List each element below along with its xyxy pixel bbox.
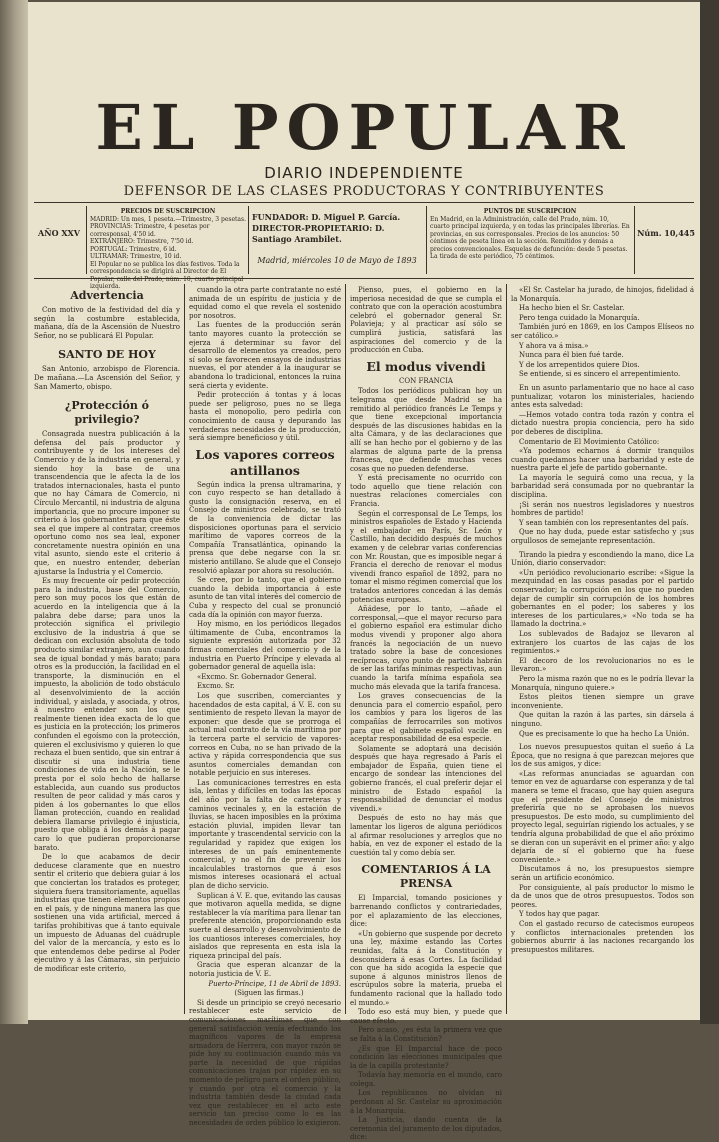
article-paragraph: En un asunto parlamentario que no hace al caso puntualizar, votaron los ministeriales, haciendo antes esta salvedad: [511, 383, 694, 410]
book-spine [0, 0, 28, 1024]
article-paragraph: Nunca para él bien fué tarde. [519, 351, 624, 360]
article-paragraph: Consagrada nuestra publicación á la defensa del país productor y contribuyente y de los intereses del Comercio y de la industria en general, y siendo hoy la base de una transcendencia que le afecta la de los tratados internacionales, hasta el punto que no hay Cámara de Comercio, ni Círculo Mercantil, ni industria de alguna importancia, que no procure imponer su criterio á los gobernantes para que éste sea el que impere al contratar, creemos oportuno como nos sea leal, exponer concretamente nuestra opinión en una vital asunto, siendo este el criterio á que, en nuestro entender, deberían ajustarse la Industria y el Comercio. [34, 430, 180, 576]
article-paragraph: Que quitan la razón á las partes, sin dársela á ninguno. [511, 711, 694, 728]
issue-number: Núm. 10,445 [637, 228, 695, 238]
article-paragraph: Todos los periódicos publican hoy un telegrama que desde Madrid se ha remitido al periódico francés Le Temps y que tiene excepcional importancia después de las discusiones habidas en la alta Cámara, y de las declaraciones que allí se han hecho por el gobierno y de las alarmas de alguna parte de la prensa francesa, que defiende muchas veces cosas que no pueden defenderse. [350, 387, 502, 473]
article-paragraph: «Un periódico revolucionario escribe: «Sigue la mezquindad en las cosas pasadas por el partido conservador; la corrupción en los que no pueden dejar de cumplir sin corrupción de los hombres gobernantes en el poder; los saberes y los intereses de los particulares,» «No toda se ha llamado la doctrina.» [511, 568, 694, 629]
article-paragraph: Según indica la prensa ultramarina, y con cuyo respecto se han detallado á gusto la consignación reserva, en el Consejo de ministros celebrado, se trató de la conveniencia de dictar las disposiciones oportunas para el servicio marítimo de vapores correos de la Compañía Transatlántica, opinando la prensa que debe negarse con la sr. misterio antillano. Se alude que el Consejo resolvió aplazar por ahora su resolución. [189, 480, 341, 575]
article-paragraph: Los que suscriben, comerciantes y hacendados de esta capital, á V. E. con su sentimiento de respeto llevan la mayor de exponer: que desde que se prorroga el actual mal contrato de la vía marítima por la tercera parte el servicio de vapores-correos en Cuba, no se han privado de la activa y rápida correspondencia que sus asuntos comerciales demandan con notable perjuicio en sus intereses. [189, 691, 341, 778]
article-paragraph: Que no hay duda, puede estar satisfecho y ¡sus orgullosos de semejante representación. [511, 528, 694, 546]
article-date: Puerto-Príncipe, 11 de Abril de 1893. [208, 979, 341, 988]
article-paragraph: Y ahora va á misa.» [519, 341, 589, 350]
article-signatures: (Siguen las firmas.) [234, 989, 304, 998]
price-line: MADRID: Un mes, 1 peseta.—Trimestre, 3 pesetas. [90, 215, 246, 223]
advert-text: Con motivo de la festividad del día y según la costumbre establecida, mañana, día de la Ascensión de Nuestro Señor, no se publicará El Popular. [34, 306, 180, 340]
article-paragraph: Pero la misma razón que no es le podría llevar la Monarquía, ninguno quiere.» [511, 674, 694, 692]
column-rule [506, 284, 507, 1014]
article-paragraph: Si desde un principio se creyó necesario restablecer este servicio de comunicaciones marítimas que con general satisfacción venía efectuando los magníficos vapores de la empresa armadora de Herrera, con mayor razón se pide hoy su continuación cuando más va parte la necesidad de que rápidas comunicaciones trajan por rápidez en su momento de peligro para el orden público, y cuando por otra el comercio y la industria también desde la ciudad cada vez que restablecer en el acto este servicio tan preciso como lo es las necesidades de orden público lo exigieron. [189, 998, 341, 1128]
article-paragraph: Y sean también con los representantes del país. [519, 518, 689, 527]
article-paragraph: «Ya podemos echarnos á dormir tranquilos cuando quedamos hacer una barbaridad y este de nuestra parte el jefe de partido gobernante. [511, 447, 694, 473]
points-text: En Madrid, en la Administración, calle del Prado, núm. 10, cuarto principal izquierda, y en todas las principales librerías. En provincias, en sus corresponsales. Precios de los anuncios: 50 céntimos de peseta línea en la sección. Remitidos y demás a precios convencionales. Esquelas de defunción: desde 5 pesetas. La tirada de este periódico, 75 céntimos. [430, 215, 630, 260]
article-paragraph: Añádese, por lo tanto, —añade el corresponsal,—que el mayor recurso para el gobierno español era estimular dicho modus vivendi y proponer algo ahora francés la negociación de un nuevo tratado sobre la base de concesiones recíprocas, cuyo punto de partida habrán de ser las tarifas mínimas respectivas, aun cuando la tarifa mínima española sea mucho más elevada que la tarifa francesa. [350, 605, 502, 691]
prices-block [90, 208, 246, 290]
article-paragraph: Discutamos á no, los presupuestos siempre serán un artificio económico. [511, 865, 694, 882]
article-paragraph: Y de los arrepentidos quiere Dios. [519, 360, 640, 369]
column-4 [511, 286, 694, 1014]
column-1 [34, 286, 180, 1014]
points-title: PUNTOS DE SUSCRIPCION [483, 208, 577, 215]
article-paragraph: Por consiguiente, al país productor lo mismo le da de unos que de otros presupuestos. Todos son peores. [511, 883, 694, 909]
modus-heading: El modus vivendi [366, 358, 486, 374]
article-paragraph: Pienso, pues, el gobierno en la imperiosa necesidad de que se cumpla el contrato que con la operación acostumbra celebró el gobernador general Sr. Polavieja; y al practicar así sólo se cumplirá justicia, satisfará las aspiraciones del comercio y de la producción en Cuba. [350, 286, 502, 355]
santo-heading: SANTO DE HOY [58, 348, 156, 362]
price-line: EXTRANJERO: Trimestre, 7'50 id. [90, 238, 194, 245]
divider [248, 206, 249, 274]
article-paragraph: ¡Si serán nos nuestros legisladores y nuestros hombres de partido! [511, 500, 694, 518]
article-paragraph: «Las reformas anunciadas se aguardan con temor en vez de aguardarse con esperanza y de tal manera se teme el fracaso, que hay quien asegura que el presidente del Consejo de ministros preferiría que no se aprobasen los nuevos presupuestos. De esto modo, su cumplimiento del proyecto legal, seguirían rigiendo los actuales, y se tendría alguna probabilidad de que el año próximo se dieran con un superávit en el primer año: y algo dejaría de sí el gobierno que ha fuese conveniente.» [511, 769, 694, 864]
article-paragraph: Las comunicaciones terrestres en esta isla, lentas y difíciles en todas las épocas del año por la falta de carreteras y caminos vecinales y, en la estación de lluvias, se hacen imposibles en la próxima estación pluvial, impiden llevar tan importante y trascendental servicio con la regularidad y rapidez que exigen los intereses de un país eminentemente comercial, y no el fin de prevenir los incalculables trastornos que á esos mismos intereses ocasionará el actual plan de dicho servicio. [189, 778, 341, 890]
advert-heading: Advertencia [70, 289, 144, 302]
issue-date: Madrid, miércoles 10 de Mayo de 1893 [257, 256, 417, 265]
article-paragraph: Hoy mismo, en los periódicos llegados últimamente de Cuba, encontramos la siguiente expresión autorizada por 32 firmas comerciales del comercio y de la industria en Puerto Príncipe y elevada al gobernador general de aquella isla: [189, 620, 341, 672]
points-block [430, 208, 630, 276]
column-rule [184, 284, 185, 1014]
article-paragraph: Los republicanos no olvidan ni perdonan al Sr. Castelar su aproximación á la Monarquía. [350, 1089, 502, 1115]
article-paragraph: Los graves consecuencias de la denuncia para el comercio español, pero los cambios y para los ligeros de las compañías de ferrocarriles son motivos para que el gabinete español vacile en aceptar responsabilidad de esa especie. [350, 692, 502, 744]
price-line: ULTRAMAR: Trimestre, 10 id. [90, 253, 182, 260]
article-paragraph: Después de esto no hay más que lamentar los ligeros de alguna periódicos al afirmar resoluciones y arreglos que no había, en vez de exponer el estado de la cuestión tal y como debía ser. [350, 814, 502, 857]
column-2 [189, 286, 341, 1128]
article-paragraph: Los sublevados de Badajoz se llevaron al extranjero los cuartos de las cajas de los regimientos.» [511, 629, 694, 656]
article-paragraph: Y está precisamente no ocurrido con todo aquello que tiene relación con nuestras relaciones comerciales con Francia. [350, 474, 502, 509]
price-line: PROVINCIAS: Trimestre, 4 pesetas por corresponsal, 4'50 id. [90, 223, 210, 238]
scan-edge [700, 0, 719, 1024]
press-heading: COMENTARIOS Á LA PRENSA [361, 863, 491, 891]
article-paragraph: Se cree, por lo tanto, que el gobierno cuando la debida importancia á este asunto de tan vital interés del comercio de Cuba y respecto del cual se pronunció cada día la opinión con mayor fuerza. [189, 576, 341, 619]
article-paragraph: Gracia que esperan alcanzar de la notoria justicia de V. E. [189, 961, 341, 978]
article-paragraph: Las fuentes de la producción serán tanto mayores cuanto la protección se ejerza á determinar su favor del desarrollo de elementos ya creados, pero sí solo se favorecen ensayos de industrias nuevas, el por atender á la inaugurar se abandona lo tradicional, entonces la ruina será cierta y evidente. [189, 321, 341, 390]
article-paragraph: ¿Es que El Imparcial hace de poco condición las elecciones municipales que la de la capilla protestante? [350, 1044, 502, 1070]
article-paragraph: «Un gobierno que suspende por decreto una ley, máxime estando las Cortes reunidas, falta á la Constitución y desconsidera á esas Cortes. La facilidad con que ha sido acogida la especie que supone á algunos ministros llenos de escrúpulos sobre la materia, prueba el fundamento racional que la hallado todo el mundo.» [350, 929, 502, 1007]
article-paragraph: Solamente se adoptará una decisión después que haya regresado á París el embajador de España, quien tiene el encargo de sondear las intenciones del gobierno francés, el cual preferir dejar el ministro de Estado español la responsabilidad de denunciar el modus vivendi.» [350, 744, 502, 813]
article-paragraph: El decoro de los revolucionarios no es le llevaron.» [511, 656, 694, 674]
column-rule [345, 284, 346, 1014]
article-heading: ¿Protección ó privilegio? [64, 399, 149, 427]
prices-title: PRECIOS DE SUSCRIPCION [120, 208, 216, 215]
article-paragraph: Y todos hay que pagar. [519, 910, 600, 919]
article-paragraph: «El Sr. Castelar ha jurado, de hinojos, fidelidad á la Monarquía. [511, 286, 694, 303]
director-line: DIRECTOR-PROPIETARIO: D. Santiago Arambilet. [252, 223, 385, 244]
masthead-title: EL POPULAR [95, 91, 633, 164]
rule-top [34, 202, 694, 203]
column-3 [350, 286, 502, 1142]
article-paragraph: Se entiende, si es sincero el arrepentimiento. [519, 370, 681, 379]
article-paragraph: cuando la otra parte contratante no esté animada de un espíritu de justicia y de equidad como el que revela el sostenido por nosotros. [189, 286, 341, 320]
article-paragraph: Con el gastado recurso de catecismos europeos y conflictos internacionales pretenden los gobiernos aburrir á las naciones recargando los presupuestos militares. [511, 919, 694, 954]
modus-subheading: CON FRANCIA [399, 376, 453, 385]
article-paragraph: Todo eso está muy bien, y puede que cause efecto. [350, 1008, 502, 1025]
article-paragraph: El Imparcial, tomando posiciones y barrenando conflictos y contrariedades, por el aplazamiento de las elecciones, dice: [350, 894, 502, 929]
article-paragraph: También juró en 1869, en los Campos Elíseos no ser católico.» [511, 323, 694, 340]
article-paragraph: Todavía hay memoria en el mundo, caro colega. [350, 1071, 502, 1088]
masthead-tagline: DEFENSOR DE LAS CLASES PRODUCTORAS Y CONTRIBUYENTES [123, 184, 605, 199]
divider [426, 206, 427, 274]
article-paragraph: Pero acaso, ¿es ésta la primera vez que se falta á la Constitución? [350, 1026, 502, 1043]
editorial-block [252, 212, 422, 274]
article-paragraph: Comentario de El Movimiento Católico: [519, 437, 660, 446]
article-paragraph: Según el corresponsal de Le Temps, los ministros españoles de Estado y Hacienda y el embajador en París, Sr. León y Castillo, han decidido después de muchos examen y de celebrar varias conferencias con Mr. Roustan, que es imposible negar á Francia el derecho de renovar el modus vivendi franco español de 1892, para no tomar el mismo régimen comercial que los tratados anteriores concedan á las demás potencias europeas. [350, 509, 502, 604]
price-line: PORTUGAL: Trimestre, 6 id. [90, 245, 177, 253]
article-paragraph: La Justicia, dando cuenta de la ceremonia del juramento de los diputados, dice: [350, 1116, 502, 1142]
article-paragraph: Que es precisamente lo que ha hecho La Unión. [519, 729, 690, 738]
founder-line: FUNDADOR: D. Miguel P. García. [252, 212, 401, 222]
article-paragraph: —Hemos votado contra toda razón y contra el dictado nuestra propia conciencia, pero ha sido por deberes de disciplina. [511, 410, 694, 436]
article-paragraph: Ha hecho bien el Sr. Castelar. [519, 304, 625, 313]
article-paragraph: De lo que acabamos de decir deducese claramente que en nuestro sentir el criterio que debiera guiar á los que conciertan los tratados es proteger, siquiera fuera transitoriamente, aquellas industrias que tienen elementos propios en el país, y de ninguna manera las que sostienen una vida artificial, merced á tarifas prohibitivas que á tanto equivale un impuesto de Aduanas del cuádruple del valor de la mercancía, y esto es lo que entendemos debe pedirse al Poder ejecutivo y á las Cámaras, sin perjuicio de modificar este criterio, [34, 853, 180, 973]
divider [86, 206, 87, 274]
article-paragraph: Excmo. Sr. [197, 682, 235, 691]
article-paragraph: Pedir protección á tontas y á locas puede ser peligroso, pues no se llega hasta el monopolio, pero pedirla con conocimiento de causa y depurando las verdaderas necesidades de la producción, será siempre beneficioso y útil. [189, 391, 341, 443]
year-label: AÑO XXV [38, 228, 80, 238]
newspaper-page [28, 2, 700, 1142]
divider [634, 206, 635, 274]
santo-text: San Antonio, arzobispo de Florencia. De mañana.—La Ascensión del Señor, y San Mamerto, obispo. [34, 365, 180, 391]
article-paragraph: La mayoría le seguirá como una recua, y la barbaridad será consumada por no quebrantar la disciplina. [511, 473, 694, 500]
article-paragraph: Los nuevos presupuestos quitan el sueño á La Época, que no resigna á que parezcan mejores que los de sus amigos, y dice: [511, 743, 694, 769]
article-paragraph: Pero tenga cuidado la Monarquía. [519, 313, 640, 322]
prices-note: El Popular no se publica los días festivos. Toda la correspondencia se dirigirá al Director de El Popular, calle del Prado, núm. 10, cuarto principal izquierda. [90, 260, 244, 290]
article-paragraph: Suplican á V. E. que, evitando las causas que motivaron aquella medida, se digne restablecer la vía marítima para llenar tan preferente atención, proporcionando esta suerte al desarrollo y desenvolvimiento de los cuantiosos intereses comerciales, hoy aislados que representa en esta isla la riqueza principal del país. [189, 891, 341, 960]
article-paragraph: Estos pleitos tienen siempre un grave inconveniente. [511, 693, 694, 710]
vapores-heading: Los vapores correos antillanos [195, 446, 335, 478]
article-paragraph: «Excmo. Sr. Gobernador General. [197, 672, 317, 681]
masthead-subtitle: DIARIO INDEPENDIENTE [264, 164, 464, 182]
article-paragraph: Tirando la piedra y escondiendo la mano, dice La Unión, diario conservador: [511, 550, 694, 568]
article-paragraph: Es muy frecuente oír pedir protección para la industria, base del Comercio, pero son muy pocos los que están de acuerdo en la inteligencia que á la palabra debe darse; para unos la protección significa el privilegio exclusivo de la industria á que se dedican con exclusión absoluta de todo producto similar extranjero, aun cuando sea de igual bondad y más barato; para otros es la producción, la facilidad en el transporte, la disminución en el impuesto, la abolición de todo obstáculo al desenvolvimiento de la acción individual, y aislada, y asociada, y otros, á nuestro entender son los que realmente tienen idea exacta de lo que es justicia en la protección; los primeros confunden el egoísmo con la protección, quieren el exclusivismo y quieren lo que rechaza el buen sentido, que sin entrar á discutir si una industria tiene condiciones de vida en la Nación, se le presta por el solo hecho de hallarse establecida, aun cuando sus productos resulten de peor calidad y más caros y piden á los gobernantes lo que ellos llaman protección, cuando en realidad debiera llamarse privilegio é injusticia, puesto que obliga á los demás á pagar caro lo que pudieran proporcionarse barato. [34, 577, 180, 852]
